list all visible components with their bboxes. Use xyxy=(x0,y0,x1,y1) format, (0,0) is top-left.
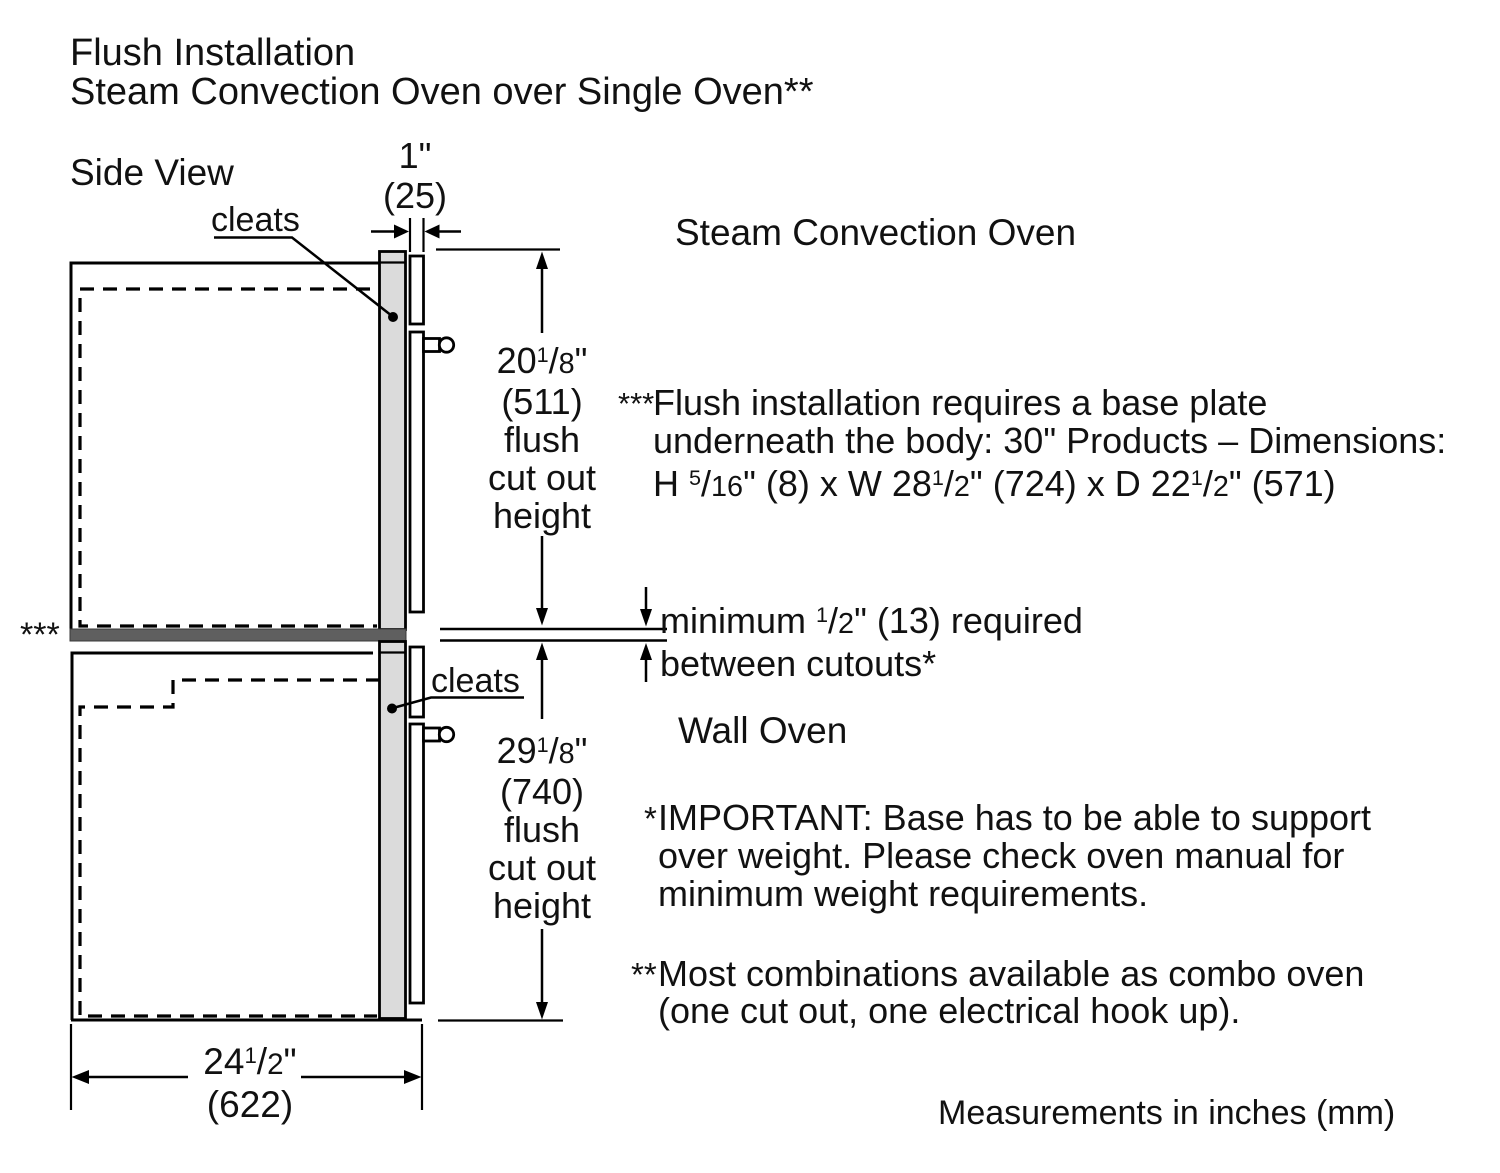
dim-depth-text xyxy=(160,1036,340,1125)
important-note xyxy=(658,799,1371,913)
dim-door-thickness-inches: 1" xyxy=(398,135,432,176)
dim-top-cutout-text xyxy=(452,336,632,535)
combo-note xyxy=(658,955,1364,1029)
dim-bottom-cutout-text xyxy=(452,726,632,925)
base-plate-note-marker: *** xyxy=(618,386,655,421)
dim-bottom-cutout-desc2: cut out xyxy=(487,846,597,888)
combo-note-marker: ** xyxy=(631,956,657,993)
dim-bottom-cutout-desc1: flush xyxy=(503,808,581,850)
base-plate-drawing-marker: *** xyxy=(20,616,60,654)
important-note-line1: IMPORTANT: Base has to be able to support xyxy=(658,797,1372,838)
important-note-line3: minimum weight requirements. xyxy=(658,873,1149,914)
dim-door-thickness-lines xyxy=(371,218,461,252)
dim-depth-value: $24^1/2$" xyxy=(203,1041,297,1083)
cleats-leader-top xyxy=(214,238,398,323)
min-gap-note-line2: between cutouts* xyxy=(660,642,937,684)
dim-top-cutout-desc1: flush xyxy=(503,418,581,460)
title-line2: Steam Convection Oven over Single Oven** xyxy=(70,71,814,113)
dim-door-thickness-mm: (25) xyxy=(382,175,448,216)
dim-top-cutout-value: $20^1/8$" xyxy=(496,339,588,381)
min-gap-note-line1: minimum $^1$/2" (13) required xyxy=(660,599,1083,641)
upper-oven-drawing xyxy=(71,252,454,630)
lower-oven-drawing xyxy=(71,642,454,1021)
base-plate-note-line3: H $^5$/16" (8) x W $28^1/2$" (724) x D $22^1/2$" (571) xyxy=(653,462,1336,504)
units-footer: Measurements in inches (mm) xyxy=(938,1094,1396,1132)
min-gap-note xyxy=(660,595,1083,683)
title-line1: Flush Installation xyxy=(70,32,356,74)
dim-depth-mm: (622) xyxy=(206,1084,294,1126)
combo-note-line1: Most combinations available as combo oven xyxy=(658,953,1365,994)
base-plate-note xyxy=(653,384,1446,506)
dim-top-cutout-desc2: cut out xyxy=(487,456,597,498)
important-note-line2: over weight. Please check oven manual for xyxy=(658,835,1345,876)
dim-top-cutout-mm: (511) xyxy=(501,380,583,422)
cleats-label-bottom: cleats xyxy=(431,662,520,700)
dim-bottom-cutout-desc3: height xyxy=(492,884,592,926)
wall-oven-label: Wall Oven xyxy=(678,710,848,751)
steam-oven-label: Steam Convection Oven xyxy=(675,212,1077,253)
important-note-marker: * xyxy=(644,800,657,837)
combo-note-line2: (one cut out, one electrical hook up). xyxy=(658,990,1241,1031)
base-plate-note-line2: underneath the body: 30" Products – Dimensions: xyxy=(653,419,1447,461)
dim-bottom-cutout-value: $29^1/8$" xyxy=(496,729,588,771)
side-view-label: Side View xyxy=(70,152,234,193)
dim-bottom-cutout-mm: (740) xyxy=(499,770,585,812)
cleats-label-top: cleats xyxy=(211,201,300,239)
base-plate-note-line1: Flush installation requires a base plate xyxy=(653,382,1268,423)
base-plate-drawing xyxy=(70,629,406,641)
page-title xyxy=(70,34,814,112)
dim-top-cutout-desc3: height xyxy=(492,494,592,536)
